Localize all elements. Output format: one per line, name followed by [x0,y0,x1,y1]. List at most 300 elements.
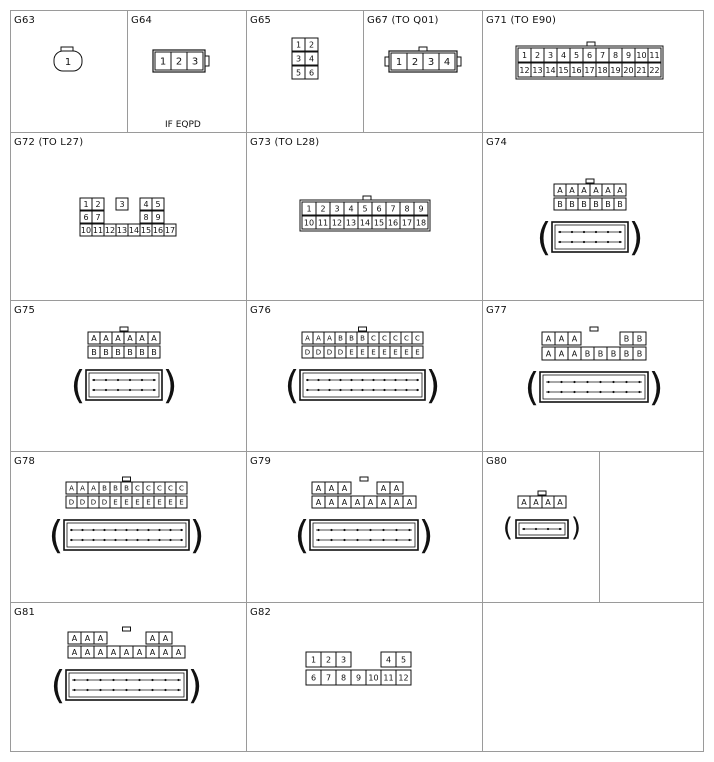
connector-key [205,56,209,66]
connector-label: G63 [14,15,36,26]
terminal [416,389,418,391]
pin-label: 16 [571,65,582,75]
terminal [125,529,127,531]
bracket: ) [648,365,664,409]
terminal [125,689,127,691]
terminal [619,241,621,243]
pin-label: A [605,185,611,195]
pin-label: A [581,185,587,195]
connector-g63 [50,45,90,75]
connector-label: G64 [131,15,153,26]
pin-label: 1 [395,57,403,69]
terminal [369,539,371,541]
connector-label: G76 [250,305,272,316]
terminal [317,539,319,541]
pin-label: A [69,484,74,493]
pin-label: C [404,334,409,343]
pin-label: D [68,498,75,507]
terminal [317,389,319,391]
bracket: ( [48,513,64,557]
pin-label: B [581,199,587,209]
pin-label: B [623,349,630,359]
pin-label: 13 [345,218,357,228]
pin-label: 17 [401,218,413,228]
pin-label: 8 [340,673,347,683]
connector-g81 [52,626,204,706]
pin-label: 2 [320,204,326,214]
connector-g67 [383,45,463,75]
pin-label: B [349,334,354,343]
connector-g64 [150,48,220,74]
pin-label: A [558,349,565,359]
terminal [339,389,341,391]
pin-label: 17 [164,225,176,235]
connector-label: G74 [486,137,508,148]
terminal [70,539,72,541]
terminal [92,529,94,531]
pin-label: A [123,647,130,657]
connector-body [66,670,187,700]
pin-label: 4 [443,57,451,69]
pin-label: 1 [64,57,72,68]
pin-label: 15 [140,225,152,235]
pin-label: B [636,349,643,359]
pin-label: A [533,497,539,507]
pin-label: B [139,347,145,357]
connector-latch [586,179,594,183]
terminal [350,389,352,391]
pin-label: E [415,348,420,357]
terminal [93,379,95,381]
pin-label: 1 [306,204,312,214]
terminal [339,379,341,381]
pin-label: A [367,497,374,507]
pin-label: A [315,497,322,507]
terminal [583,241,585,243]
terminal [125,679,127,681]
pin-label: A [617,185,623,195]
pin-label: 7 [325,673,332,683]
terminal [147,529,149,531]
pin-label: 9 [355,673,362,683]
terminal [595,231,597,233]
terminal [306,379,308,381]
terminal [138,689,140,691]
pin-label: 5 [400,655,407,665]
pin-label: 15 [373,218,385,228]
connector-latch [587,42,595,46]
pin-label: B [610,349,617,359]
terminal [583,231,585,233]
connector-body [310,520,418,550]
terminal [112,679,114,681]
connector-latch [538,491,546,495]
pin-label: 3 [340,655,347,665]
pin-label: C [415,334,420,343]
pin-label: A [571,334,578,344]
terminal [408,529,410,531]
pin-label: B [636,334,643,344]
pin-label: A [545,497,551,507]
bracket: ( [294,513,310,557]
terminal [372,389,374,391]
terminal [73,679,75,681]
connector-label: G72 (TO L27) [14,137,84,148]
connector-g77 [524,326,664,409]
pin-label: 18 [415,218,427,228]
terminal [625,381,627,383]
pin-label: 6 [83,212,89,222]
pin-label: 1 [159,56,167,68]
connector-g80 [502,490,582,544]
pin-label: 6 [308,68,315,78]
pin-label: A [91,484,96,493]
pin-label: D [90,498,97,507]
pin-label: A [162,647,169,657]
pin-label: D [101,498,108,507]
terminal [114,539,116,541]
pin-label: A [569,185,575,195]
connector-body [86,370,162,400]
terminal [330,529,332,531]
connector-label: G82 [250,607,272,618]
pin-label: 1 [310,655,317,665]
grid-line [10,751,704,752]
pin-label: 12 [398,673,409,683]
pin-label: 10 [636,50,647,60]
terminal [560,381,562,383]
terminal [394,389,396,391]
connector-note: IF EQPD [165,120,201,130]
terminal [129,389,131,391]
pin-label: 11 [649,50,660,60]
pin-label: E [393,348,398,357]
pin-label: E [360,348,365,357]
pin-label: A [557,185,563,195]
pin-label: 17 [584,65,595,75]
pin-label: 2 [308,40,315,50]
pin-label: C [157,484,162,493]
pin-label: B [597,349,604,359]
pin-label: A [316,334,321,343]
terminal [117,379,119,381]
terminal [180,529,182,531]
terminal [306,389,308,391]
pin-label: A [149,647,156,657]
terminal [73,689,75,691]
pin-label: 1 [83,199,89,209]
terminal [382,529,384,531]
pin-label: B [103,347,109,357]
connector-label: G77 [486,305,508,316]
connector-latch [360,477,368,481]
pin-label: A [521,497,527,507]
pin-label: A [97,633,104,643]
terminal [153,389,155,391]
pin-label: 12 [331,218,343,228]
terminal [81,529,83,531]
terminal [350,379,352,381]
terminal [151,679,153,681]
terminal [117,389,119,391]
pin-label: 3 [547,50,554,60]
terminal [571,241,573,243]
terminal [125,539,127,541]
pin-label: A [84,633,91,643]
terminal [136,539,138,541]
pin-label: 7 [599,50,606,60]
terminal [560,391,562,393]
connector-label: G73 (TO L28) [250,137,320,148]
pin-label: 11 [92,225,104,235]
connector-latch [590,327,598,331]
connector-g65 [286,32,326,88]
connector-g71 [512,40,672,80]
pin-label: 7 [390,204,396,214]
bracket: ) [189,513,205,557]
terminal [595,241,597,243]
pin-label: A [149,633,156,643]
pin-label: E [113,498,118,507]
pin-label: A [97,647,104,657]
pin-label: B [617,199,623,209]
pin-label: 3 [427,57,435,69]
pin-label: A [557,497,563,507]
pin-label: 14 [128,225,140,235]
pin-label: B [102,484,107,493]
pin-label: 15 [558,65,569,75]
pin-label: E [146,498,151,507]
pin-label: 10 [80,225,92,235]
connector-body [552,222,628,252]
pin-label: 4 [385,655,392,665]
pin-label: 8 [404,204,410,214]
terminal [169,529,171,531]
pin-label: B [338,334,343,343]
pin-label: 4 [143,199,149,209]
terminal [372,379,374,381]
pin-label: 21 [636,65,647,75]
pin-label: A [380,497,387,507]
pin-label: 14 [359,218,371,228]
terminal [328,379,330,381]
pin-label: A [315,483,322,493]
connector-g74 [538,178,648,258]
pin-label: C [146,484,151,493]
pin-label: A [103,333,109,343]
terminal [103,529,105,531]
terminal [138,679,140,681]
terminal [99,689,101,691]
pin-label: 2 [175,56,183,68]
terminal [164,689,166,691]
pin-label: A [341,497,348,507]
terminal [361,379,363,381]
terminal [612,381,614,383]
terminal [586,381,588,383]
terminal [559,241,561,243]
terminal [158,529,160,531]
pin-label: 13 [116,225,128,235]
connector-label: G71 (TO E90) [486,15,557,26]
pin-label: 6 [310,673,317,683]
terminal [343,539,345,541]
terminal [180,539,182,541]
terminal [586,391,588,393]
pin-label: 3 [334,204,340,214]
pin-label: 19 [610,65,621,75]
pin-label: A [110,647,117,657]
pin-label: D [326,348,333,357]
terminal [405,389,407,391]
pin-label: 6 [376,204,382,214]
pin-label: 22 [649,65,660,75]
pin-label: 4 [348,204,354,214]
connector-body [64,520,189,550]
bracket: ( [50,663,66,707]
pin-label: 16 [152,225,164,235]
connector-label: G81 [14,607,36,618]
pin-label: A [354,497,361,507]
bracket: ( [536,215,552,259]
terminal [112,689,114,691]
pin-label: B [557,199,563,209]
terminal [619,231,621,233]
terminal [330,539,332,541]
terminal [559,528,561,530]
pin-label: 2 [95,199,101,209]
pin-label: A [327,334,332,343]
pin-label: 12 [519,65,530,75]
pin-label: E [404,348,409,357]
bracket: ) [570,513,582,543]
pin-label: 16 [387,218,399,228]
terminal [317,379,319,381]
terminal [638,381,640,383]
pin-label: E [168,498,173,507]
pin-label: 5 [155,199,161,209]
pin-label: 8 [143,212,149,222]
connector-latch [120,327,128,331]
pin-label: 2 [411,57,419,69]
bracket: ( [70,363,86,407]
pin-label: A [393,483,400,493]
connector-latch [123,627,131,631]
pin-label: E [382,348,387,357]
pin-label: 3 [191,56,199,68]
grid-line [599,451,600,602]
terminal [356,529,358,531]
terminal [405,379,407,381]
pin-label: 5 [573,50,580,60]
terminal [571,231,573,233]
pin-label: B [360,334,365,343]
pin-label: A [328,483,335,493]
pin-label: 6 [586,50,593,60]
terminal [559,231,561,233]
terminal [356,539,358,541]
pin-label: B [569,199,575,209]
connector-label: G65 [250,15,272,26]
pin-label: A [115,333,121,343]
bracket: ) [628,215,644,259]
terminal [141,379,143,381]
terminal [607,231,609,233]
terminal [343,529,345,531]
pin-label: A [127,333,133,343]
pin-label: E [371,348,376,357]
pin-label: C [135,484,140,493]
terminal [86,689,88,691]
pin-label: 20 [623,65,634,75]
terminal [394,379,396,381]
pin-label: 12 [104,225,116,235]
terminal [129,379,131,381]
pin-label: 8 [612,50,619,60]
pin-label: A [545,334,552,344]
terminal [328,389,330,391]
pin-label: 18 [597,65,608,75]
connector-label: G80 [486,456,508,467]
pin-label: D [79,498,86,507]
connector-latch [419,47,427,51]
pin-label: 9 [155,212,161,222]
connector-label: G78 [14,456,36,467]
pin-label: B [115,347,121,357]
terminal [369,529,371,531]
terminal [361,389,363,391]
pin-label: C [168,484,173,493]
connector-g82 [300,646,426,686]
connector-g72 [74,190,184,240]
pin-label: B [584,349,591,359]
pin-label: 10 [303,218,315,228]
connector-label: G67 (TO Q01) [367,15,439,26]
connector-body [300,370,425,400]
pin-label: 2 [325,655,332,665]
pin-label: E [135,498,140,507]
connector-latch [359,327,367,331]
pin-label: 11 [317,218,329,228]
bracket: ) [425,363,441,407]
pin-label: B [127,347,133,357]
terminal [158,539,160,541]
terminal [317,529,319,531]
pin-label: 13 [532,65,543,75]
pin-label: B [605,199,611,209]
pin-label: A [558,334,565,344]
terminal [153,379,155,381]
terminal [573,381,575,383]
terminal [523,528,525,530]
connector-label: G79 [250,456,272,467]
terminal [103,539,105,541]
pin-label: C [393,334,398,343]
pin-label: 14 [545,65,556,75]
pin-label: C [382,334,387,343]
terminal [382,539,384,541]
pin-label: B [113,484,118,493]
pin-label: A [571,349,578,359]
pin-label: B [623,334,630,344]
pin-label: 4 [308,54,315,64]
connector-key [385,57,389,66]
terminal [92,539,94,541]
bracket: ( [502,513,514,543]
pin-label: A [305,334,310,343]
pin-label: A [175,647,182,657]
bracket: ) [187,663,203,707]
